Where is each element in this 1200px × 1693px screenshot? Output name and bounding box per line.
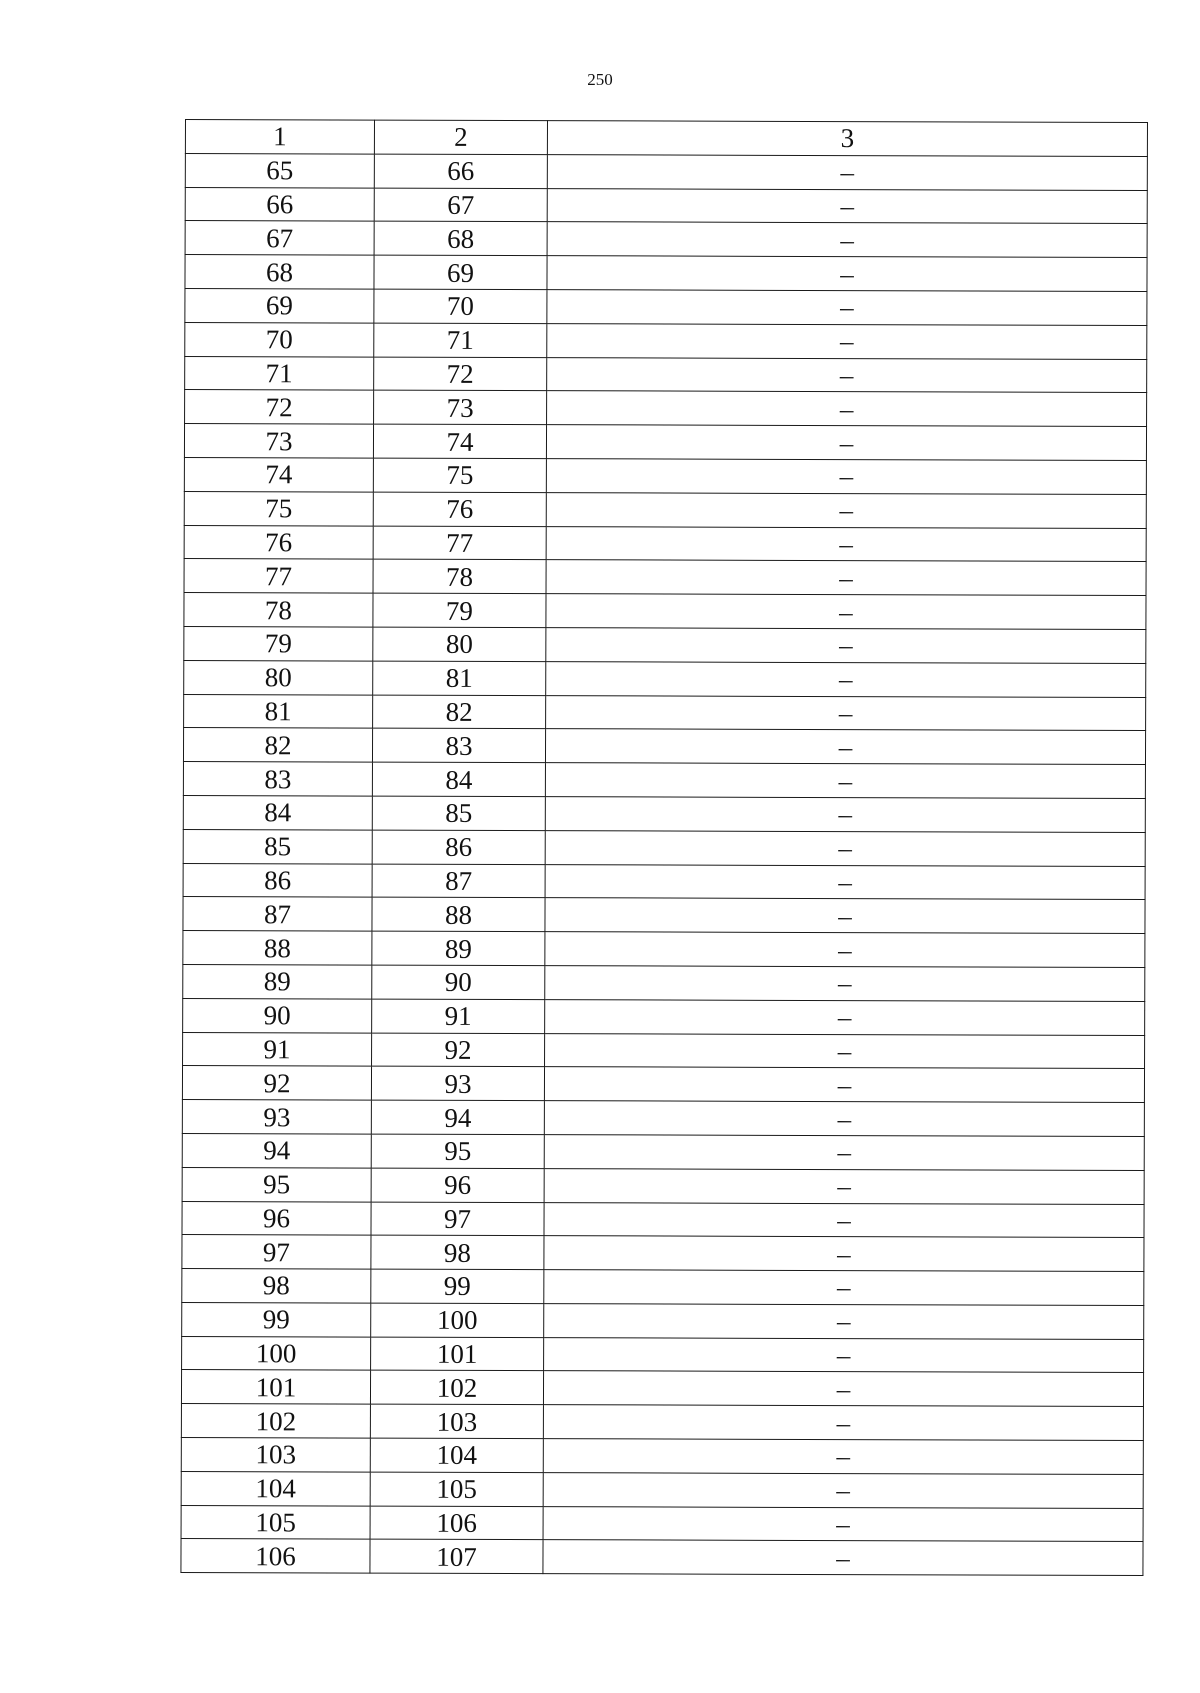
table-cell-col-3: –: [546, 628, 1146, 664]
table-cell-col-2: 90: [372, 965, 545, 999]
table-cell-col-2: 80: [373, 627, 546, 661]
table-row: [181, 1471, 1143, 1508]
table-row: [183, 1032, 1145, 1069]
table-cell-col-2: 79: [373, 593, 546, 627]
table-row: [183, 931, 1145, 968]
table-cell-col-1: 101: [181, 1370, 370, 1404]
table-cell-col-1: 104: [181, 1471, 370, 1505]
table-cell-col-2: 101: [371, 1337, 544, 1371]
table-row: [185, 288, 1147, 325]
table-cell-col-1: 76: [184, 525, 373, 559]
table-cell-col-2: 103: [370, 1404, 543, 1438]
table-row: [182, 1235, 1144, 1272]
table-row: [184, 424, 1146, 461]
table-cell-col-2: 95: [371, 1134, 544, 1168]
table-cell-col-1: 81: [184, 694, 373, 728]
table-cell-col-3: –: [545, 1033, 1145, 1069]
table-cell-col-2: 81: [373, 661, 546, 695]
table-row: [183, 998, 1145, 1035]
table-row: [184, 491, 1146, 528]
table-cell-col-3: –: [547, 222, 1147, 258]
table-cell-col-2: 77: [373, 526, 546, 560]
table-cell-col-1: 90: [183, 998, 372, 1032]
table-cell-col-1: 65: [185, 153, 374, 187]
table-cell-col-1: 75: [184, 491, 373, 525]
table-cell-col-3: –: [544, 1202, 1144, 1238]
table-cell-col-1: 82: [183, 728, 372, 762]
table-cell-col-1: 91: [183, 1032, 372, 1066]
table-cell-col-1: 68: [185, 255, 374, 289]
table-cell-col-2: 99: [371, 1269, 544, 1303]
table-cell-col-2: 72: [374, 357, 547, 391]
table-cell-col-2: 67: [374, 188, 547, 222]
table-cell-col-2: 107: [370, 1540, 543, 1574]
table-cell-col-2: 78: [373, 559, 546, 593]
table-row: [182, 1133, 1144, 1170]
table-cell-col-3: –: [547, 154, 1147, 190]
table-cell-col-2: 73: [374, 390, 547, 424]
table-row: [184, 525, 1146, 562]
table-cell-col-2: 88: [372, 897, 545, 931]
table-cell-col-1: 102: [181, 1404, 370, 1438]
table-cell-col-1: 67: [185, 221, 374, 255]
table-cell-col-2: 93: [371, 1066, 544, 1100]
table-cell-col-3: –: [547, 290, 1147, 326]
table-cell-col-1: 83: [183, 762, 372, 796]
table-cell-col-3: –: [546, 661, 1146, 697]
table-row: [182, 1269, 1144, 1306]
table-cell-col-3: –: [546, 526, 1146, 562]
table-cell-col-1: 79: [184, 626, 373, 660]
table-cell-col-3: –: [546, 492, 1146, 528]
table-cell-col-1: 69: [185, 288, 374, 322]
table-body: [181, 120, 1148, 1576]
table-cell-col-3: –: [545, 999, 1145, 1035]
table-cell-col-1: 106: [181, 1539, 370, 1573]
table-cell-col-3: –: [544, 1270, 1144, 1306]
table-cell-col-1: 70: [185, 322, 374, 356]
table-row: [181, 1539, 1143, 1576]
table-cell-col-3: –: [545, 932, 1145, 968]
table-cell-col-2: 83: [372, 728, 545, 762]
table-row: [184, 559, 1146, 596]
table-cell-col-3: –: [547, 323, 1147, 359]
table-cell-col-3: –: [544, 1236, 1144, 1272]
table-cell-col-3: –: [545, 763, 1145, 799]
table-cell-col-3: –: [545, 864, 1145, 900]
table-cell-col-1: 80: [184, 660, 373, 694]
table-row: [181, 1370, 1143, 1407]
table-row: [185, 322, 1147, 359]
table-row: [183, 795, 1145, 832]
table-row: [183, 829, 1145, 866]
table-cell-col-3: –: [546, 560, 1146, 596]
table-cell-col-1: 78: [184, 593, 373, 627]
table-cell-col-3: –: [547, 188, 1147, 224]
table-cell-col-1: 95: [182, 1167, 371, 1201]
table-row: [182, 1100, 1144, 1137]
table-row: [185, 153, 1147, 190]
table-cell-col-3: –: [544, 1067, 1144, 1103]
table-cell-col-2: 89: [372, 931, 545, 965]
header-cell-col-1: 1: [185, 120, 374, 154]
table-row: [182, 1201, 1144, 1238]
table-cell-col-2: 74: [373, 424, 546, 458]
table-cell-col-2: 98: [371, 1235, 544, 1269]
table-cell-col-3: –: [544, 1304, 1144, 1340]
table-cell-col-2: 70: [374, 289, 547, 323]
table-row: [184, 626, 1146, 663]
table-cell-col-1: 71: [185, 356, 374, 390]
table-cell-col-2: 85: [372, 796, 545, 830]
table-cell-col-2: 75: [373, 458, 546, 492]
table-cell-col-2: 106: [370, 1506, 543, 1540]
header-cell-col-2: 2: [374, 120, 547, 154]
table-row: [184, 457, 1146, 494]
table-cell-col-1: 74: [184, 457, 373, 491]
table-cell-col-2: 92: [372, 1033, 545, 1067]
table-cell-col-1: 98: [182, 1269, 371, 1303]
table-cell-col-1: 100: [182, 1336, 371, 1370]
table-row: [181, 1404, 1143, 1441]
page-number: 250: [587, 70, 613, 89]
table-cell-col-2: 84: [372, 762, 545, 796]
table-row: [183, 728, 1145, 765]
table-row: [183, 964, 1145, 1001]
table-cell-col-1: 103: [181, 1438, 370, 1472]
table-row: [183, 762, 1145, 799]
table-cell-col-1: 89: [183, 964, 372, 998]
table-cell-col-3: –: [543, 1405, 1143, 1441]
table-cell-col-1: 73: [184, 424, 373, 458]
table-cell-col-1: 92: [182, 1066, 371, 1100]
table-cell-col-1: 93: [182, 1100, 371, 1134]
table-cell-col-3: –: [545, 729, 1145, 765]
table-cell-col-1: 72: [185, 390, 374, 424]
table-row: [183, 863, 1145, 900]
header-cell-col-3: 3: [547, 121, 1147, 157]
table-row: [185, 356, 1147, 393]
table-cell-col-2: 91: [372, 999, 545, 1033]
table-row: [184, 593, 1146, 630]
table-cell-col-1: 94: [182, 1133, 371, 1167]
table-cell-col-2: 69: [374, 255, 547, 289]
table-cell-col-2: 105: [370, 1472, 543, 1506]
table-row: [182, 1066, 1144, 1103]
table-cell-col-3: –: [545, 797, 1145, 833]
table-cell-col-1: 99: [182, 1302, 371, 1336]
table-cell-col-1: 85: [183, 829, 372, 863]
table-cell-col-3: –: [544, 1168, 1144, 1204]
table-row: [185, 390, 1147, 427]
table-cell-col-1: 86: [183, 863, 372, 897]
table-cell-col-3: –: [544, 1337, 1144, 1373]
table-cell-col-2: 104: [370, 1438, 543, 1472]
table-cell-col-1: 97: [182, 1235, 371, 1269]
table-cell-col-2: 71: [374, 323, 547, 357]
table-cell-col-3: –: [543, 1371, 1143, 1407]
table-row: [182, 1302, 1144, 1339]
table-row: [184, 694, 1146, 731]
table-cell-col-2: 68: [374, 221, 547, 255]
table-cell-col-1: 87: [183, 897, 372, 931]
data-table: [180, 119, 1148, 1576]
table-cell-col-1: 77: [184, 559, 373, 593]
table-cell-col-2: 87: [372, 864, 545, 898]
table-cell-col-3: –: [544, 1101, 1144, 1137]
table-row: [185, 255, 1147, 292]
table-cell-col-3: –: [545, 898, 1145, 934]
table-cell-col-2: 66: [374, 154, 547, 188]
table-cell-col-3: –: [545, 830, 1145, 866]
table-cell-col-3: –: [547, 256, 1147, 292]
table-row: [185, 221, 1147, 258]
table-cell-col-1: 88: [183, 931, 372, 965]
table-cell-col-3: –: [546, 594, 1146, 630]
table-cell-col-3: –: [546, 459, 1146, 495]
table-row: [181, 1505, 1143, 1542]
table-cell-col-1: 84: [183, 795, 372, 829]
table-row: [183, 897, 1145, 934]
table-cell-col-2: 100: [371, 1303, 544, 1337]
table-cell-col-2: 76: [373, 492, 546, 526]
table-cell-col-1: 66: [185, 187, 374, 221]
table-cell-col-2: 102: [370, 1371, 543, 1405]
table-cell-col-2: 96: [371, 1168, 544, 1202]
table-header-row: [185, 120, 1147, 157]
table-cell-col-3: –: [543, 1540, 1143, 1576]
table-cell-col-2: 94: [371, 1100, 544, 1134]
table-cell-col-3: –: [543, 1473, 1143, 1509]
table-cell-col-2: 86: [372, 830, 545, 864]
table-cell-col-1: 105: [181, 1505, 370, 1539]
table-cell-col-2: 82: [373, 695, 546, 729]
table-row: [185, 187, 1147, 224]
table-cell-col-3: –: [547, 391, 1147, 427]
table-row: [182, 1167, 1144, 1204]
table-row: [181, 1438, 1143, 1475]
table-cell-col-3: –: [546, 425, 1146, 461]
table-cell-col-3: –: [543, 1439, 1143, 1475]
table-cell-col-3: –: [546, 695, 1146, 731]
table-cell-col-3: –: [547, 357, 1147, 393]
table-row: [184, 660, 1146, 697]
table-cell-col-3: –: [544, 1135, 1144, 1171]
table-cell-col-3: –: [545, 966, 1145, 1002]
table-cell-col-1: 96: [182, 1201, 371, 1235]
table-cell-col-2: 97: [371, 1202, 544, 1236]
table-cell-col-3: –: [543, 1506, 1143, 1542]
table-row: [182, 1336, 1144, 1373]
